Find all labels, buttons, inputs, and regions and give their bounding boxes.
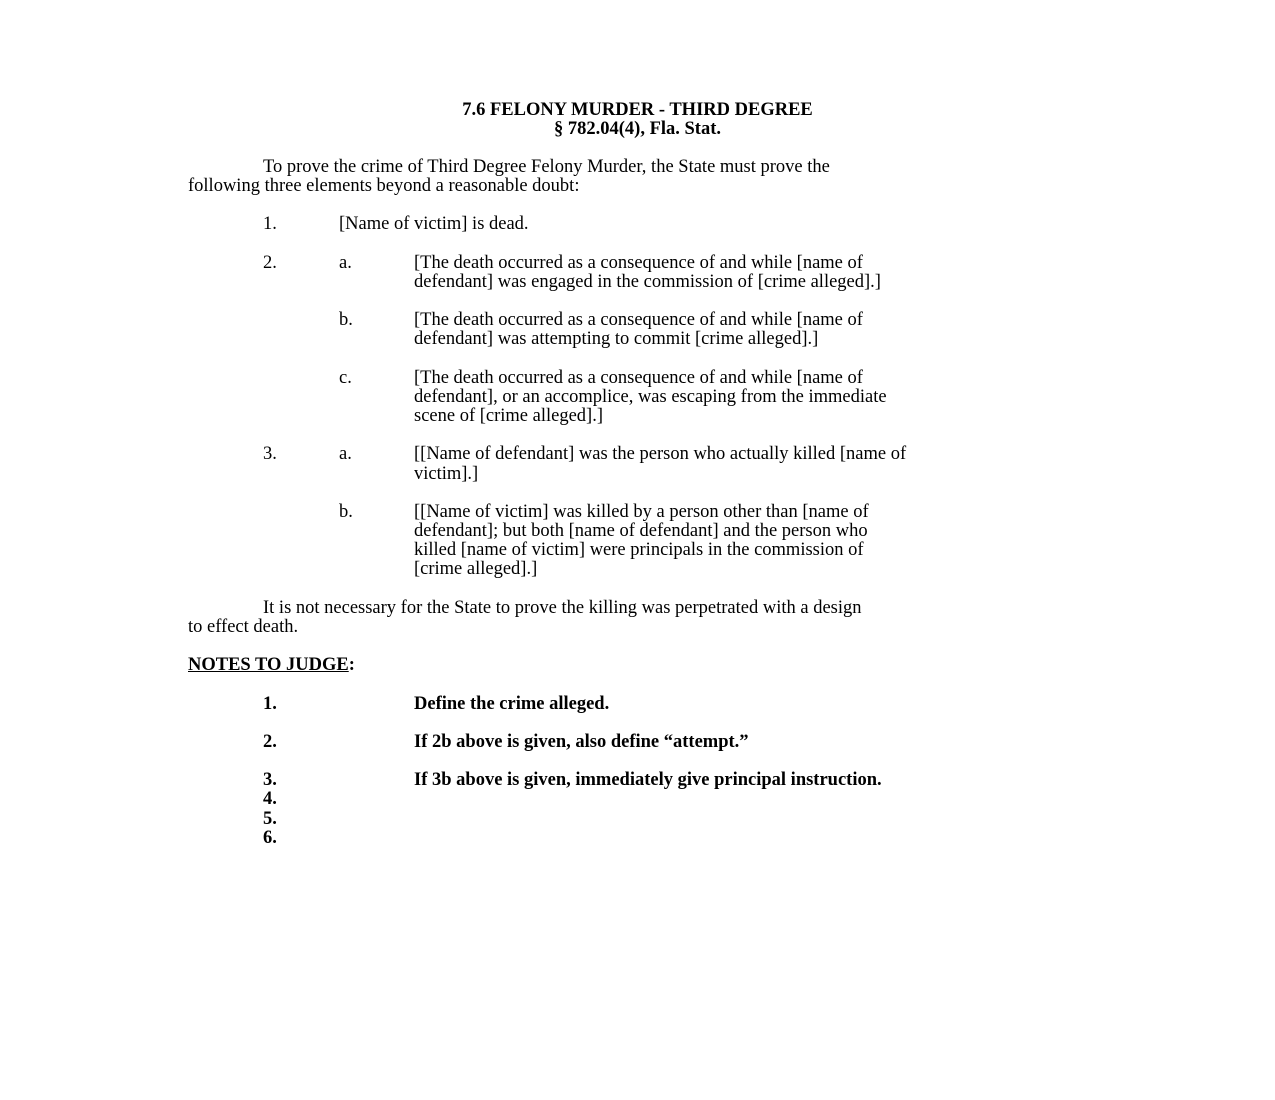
note-5-number: 5.: [263, 809, 277, 829]
element-1-text: [Name of victim] is dead.: [339, 214, 529, 234]
element-1-number: 1.: [263, 214, 277, 234]
statute-citation: § 782.04(4), Fla. Stat.: [554, 119, 721, 139]
element-2b-line-2: defendant] was attempting to commit [crime alleged].]: [414, 329, 819, 349]
design-line-2: to effect death.: [188, 617, 299, 637]
notes-heading-text: NOTES TO JUDGE: [188, 655, 349, 675]
element-2c-line-2: defendant], or an accomplice, was escaping from the immediate: [414, 387, 887, 407]
element-2a-letter: a.: [339, 253, 352, 273]
element-2c-letter: c.: [339, 368, 352, 388]
element-3-number: 3.: [263, 444, 277, 464]
element-3a-letter: a.: [339, 444, 352, 464]
element-3b-line-1: [[Name of victim] was killed by a person other than [name of: [414, 502, 869, 522]
element-2-number: 2.: [263, 253, 277, 273]
document-title: 7.6 FELONY MURDER - THIRD DEGREE: [462, 100, 813, 120]
note-3-number: 3.: [263, 770, 277, 790]
intro-line-2: following three elements beyond a reasonable doubt:: [188, 176, 580, 196]
element-3a-line-1: [[Name of defendant] was the person who actually killed [name of: [414, 444, 907, 464]
note-6-number: 6.: [263, 828, 277, 848]
note-1-text: Define the crime alleged.: [414, 694, 610, 714]
note-2-text: If 2b above is given, also define “attempt.”: [414, 732, 749, 752]
element-3b-line-4: [crime alleged].]: [414, 559, 538, 579]
note-3-text: If 3b above is given, immediately give principal instruction.: [414, 770, 882, 790]
intro-line-1: To prove the crime of Third Degree Felony Murder, the State must prove the: [263, 157, 830, 177]
element-2a-line-1: [The death occurred as a consequence of and while [name of: [414, 253, 863, 273]
element-3b-letter: b.: [339, 502, 353, 522]
element-3b-line-3: killed [name of victim] were principals in the commission of: [414, 540, 864, 560]
note-4-number: 4.: [263, 789, 277, 809]
notes-heading: [188, 656, 355, 675]
element-2c-line-3: scene of [crime alleged].]: [414, 406, 604, 426]
element-2b-letter: b.: [339, 310, 353, 330]
note-2-number: 2.: [263, 732, 277, 752]
element-2c-line-1: [The death occurred as a consequence of and while [name of: [414, 368, 863, 388]
notes-heading-colon: :: [348, 655, 355, 675]
design-line-1: It is not necessary for the State to prove the killing was perpetrated with a design: [263, 598, 862, 618]
element-2b-line-1: [The death occurred as a consequence of and while [name of: [414, 310, 863, 330]
element-3a-line-2: victim].]: [414, 464, 479, 484]
note-1-number: 1.: [263, 694, 277, 714]
element-3b-line-2: defendant]; but both [name of defendant] and the person who: [414, 521, 868, 541]
element-2a-line-2: defendant] was engaged in the commission of [crime alleged].]: [414, 272, 881, 292]
